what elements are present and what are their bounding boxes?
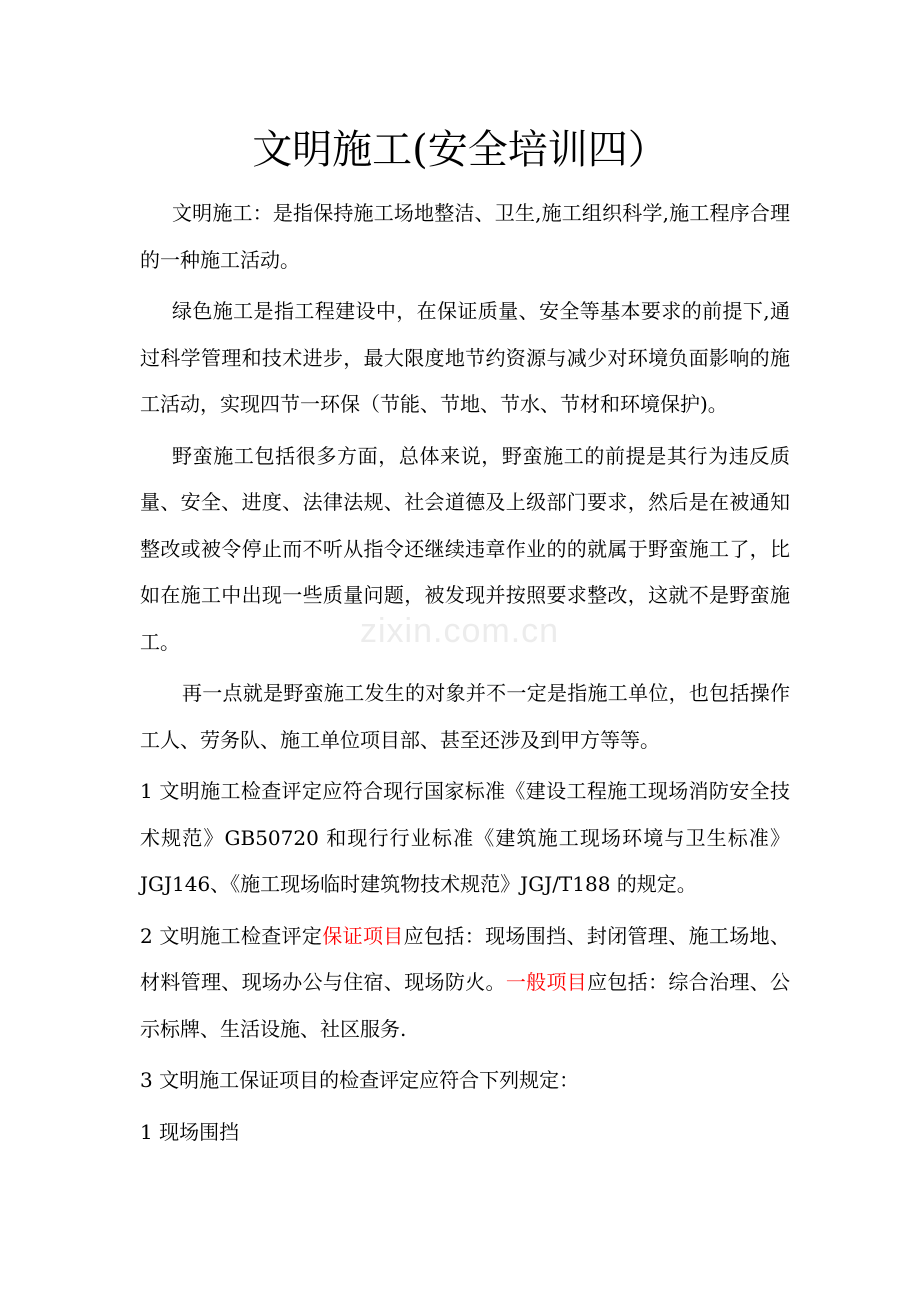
document-body (140, 190, 790, 1160)
highlight-guarantee-items: 保证项目 (322, 923, 404, 948)
sub-item-1: 1 现场围挡 (140, 1119, 240, 1144)
list-item-2 (140, 913, 790, 1053)
page-title: 文明施工(安全培训四） (252, 127, 668, 173)
paragraph-barbaric-subjects: 再一点就是野蛮施工发生的对象并不一定是指施工单位，也包括操作工人、劳务队、施工单位项目部、甚至还涉及到甲方等等。 (140, 681, 790, 752)
paragraph-barbaric-construction: 野蛮施工包括很多方面，总体来说，野蛮施工的前提是其行为违反质量、安全、进度、法律法规、社会道德及上级部门要求，然后是在被通知整改或被令停止而不听从指令还继续违章作业的的就属于野蛮施工了，比如在施工中出现一些质量问题，被发现并按照要求整改，这就不是野蛮施工。 (140, 443, 790, 654)
list-item-3: 3 文明施工保证项目的检查评定应符合下列规定： (140, 1068, 580, 1092)
list-item-2-text-b: 应包括：现场围挡、封闭管理、施工场地、材料管理、现场办公与住宿、现场防火。 (140, 923, 791, 994)
paragraph-green-construction: 绿色施工是指工程建设中，在保证质量、安全等基本要求的前提下,通过科学管理和技术进步，最大限度地节约资源与减少对环境负面影响的施工活动，实现四节一环保（节能、节地、节水、节材和环境保护)。 (140, 299, 790, 416)
list-item-2-text-c: 应包括：综合治理、公示标牌、生活设施、社区服务. (140, 970, 791, 1041)
list-item-2-text-a: 2 文明施工检查评定 (140, 923, 323, 948)
paragraph-civilized-construction: 文明施工：是指保持施工场地整洁、卫生,施工组织科学,施工程序合理的一种施工活动。 (140, 201, 790, 272)
watermark: zixin.com.cn (360, 612, 560, 650)
highlight-general-items: 一般项目 (505, 970, 588, 994)
list-item-1: 1 文明施工检查评定应符合现行国家标准《建设工程施工现场消防安全技术规范》GB50720 和现行行业标准《建筑施工现场环境与卫生标准》JGJ146、《施工现场临时建筑物技术规范》JGJ/T188 的规定。 (140, 779, 790, 896)
